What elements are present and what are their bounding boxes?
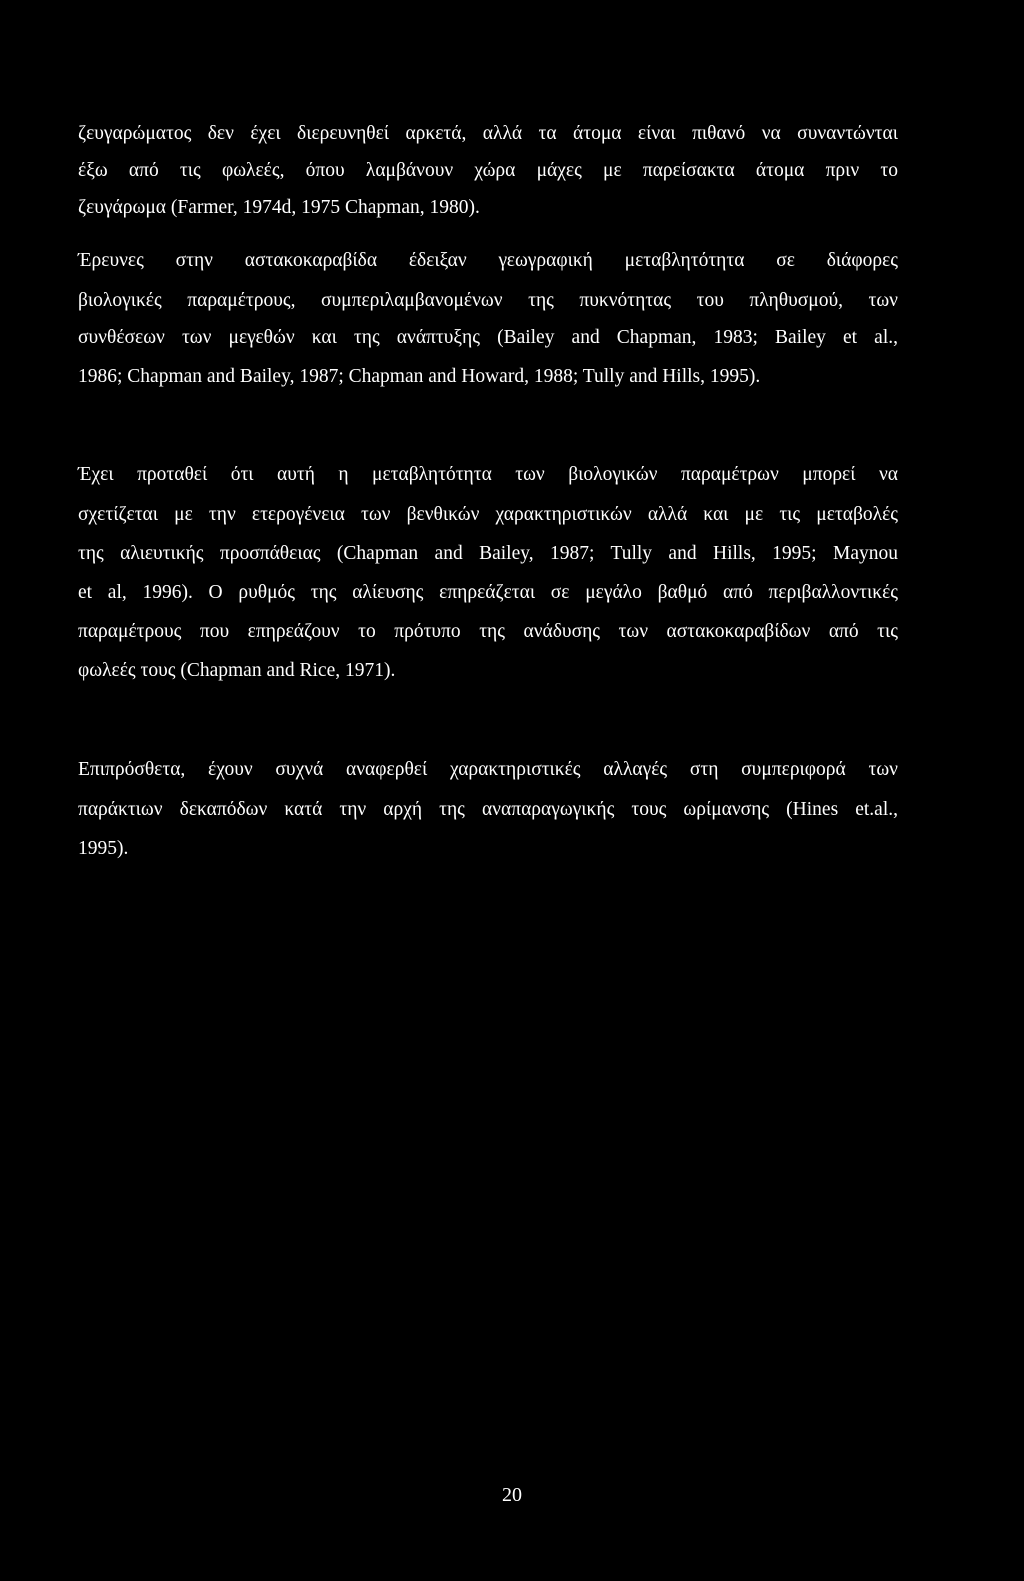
text-line: Επιπρόσθετα, έχουν συχνά αναφερθεί χαρακτηριστικές αλλαγές στη συμπεριφορά των bbox=[78, 759, 898, 780]
text-line: Έρευνες στην αστακοκαραβίδα έδειξαν γεωγραφική μεταβλητότητα σε διάφορες bbox=[78, 250, 898, 271]
text-line: βιολογικές παραμέτρους, συμπεριλαμβανομένων της πυκνότητας του πληθυσμού, των bbox=[78, 290, 898, 311]
text-line: Έχει προταθεί ότι αυτή η μεταβλητότητα των βιολογικών παραμέτρων μπορεί να bbox=[78, 464, 898, 485]
text-line: ζευγαρώματος δεν έχει διερευνηθεί αρκετά, αλλά τα άτομα είναι πιθανό να συναντώνται bbox=[78, 123, 898, 144]
text-line: της αλιευτικής προσπάθειας (Chapman and Bailey, 1987; Tully and Hills, 1995; Maynou bbox=[78, 543, 898, 564]
text-line: συνθέσεων των μεγεθών και της ανάπτυξης (Bailey and Chapman, 1983; Bailey et al., bbox=[78, 327, 898, 348]
text-line: παράκτιων δεκαπόδων κατά την αρχή της αναπαραγωγικής τους ωρίμανσης (Hines et.al., bbox=[78, 799, 898, 820]
text-line: ζευγάρωμα (Farmer, 1974d, 1975 Chapman, 1980). bbox=[78, 197, 480, 218]
text-line: έξω από τις φωλεές, όπου λαμβάνουν χώρα μάχες με παρείσακτα άτομα πριν το bbox=[78, 160, 898, 181]
text-line: φωλεές τους (Chapman and Rice, 1971). bbox=[78, 660, 396, 681]
text-line: et al, 1996). Ο ρυθμός της αλίευσης επηρεάζεται σε μεγάλο βαθμό από περιβαλλοντικές bbox=[78, 582, 898, 603]
page-number: 20 bbox=[502, 1484, 522, 1506]
text-line: 1986; Chapman and Bailey, 1987; Chapman and Howard, 1988; Tully and Hills, 1995). bbox=[78, 366, 761, 387]
text-line: σχετίζεται με την ετερογένεια των βενθικών χαρακτηριστικών αλλά και με τις μεταβολές bbox=[78, 504, 898, 525]
text-line: παραμέτρους που επηρεάζουν το πρότυπο της ανάδυσης των αστακοκαραβίδων από τις bbox=[78, 621, 898, 642]
text-line: 1995). bbox=[78, 838, 129, 859]
